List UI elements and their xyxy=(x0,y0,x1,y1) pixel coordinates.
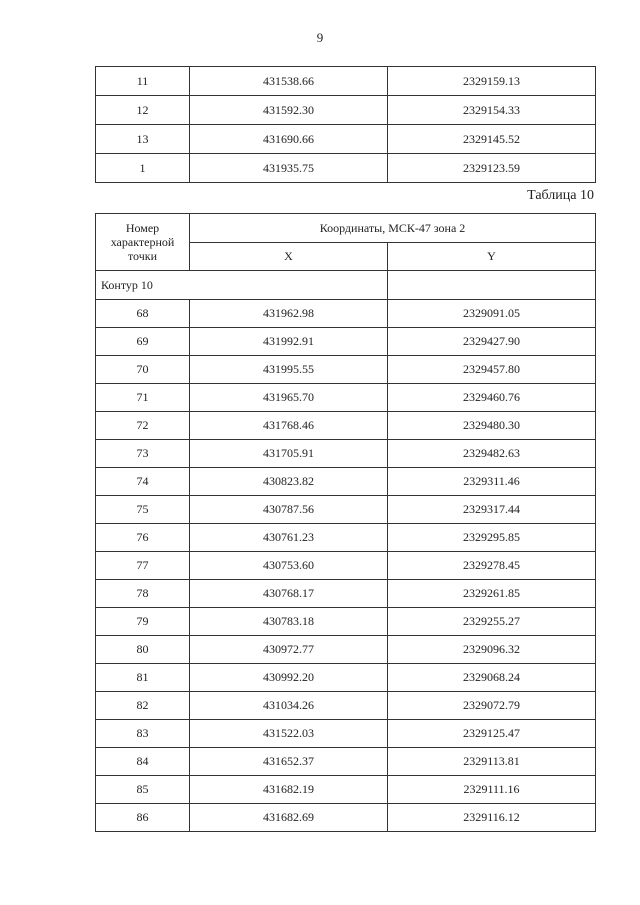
point-number-cell: 76 xyxy=(96,524,190,552)
table-row xyxy=(96,356,596,384)
x-coordinate-cell: 431538.66 xyxy=(190,67,388,96)
y-coordinate-cell: 2329091.05 xyxy=(388,300,596,328)
y-coordinate-cell: 2329278.45 xyxy=(388,552,596,580)
x-coordinate-cell: 430992.20 xyxy=(190,664,388,692)
header-coordinates: Координаты, МСК-47 зона 2 xyxy=(190,214,596,243)
table-row xyxy=(96,300,596,328)
table-row xyxy=(96,468,596,496)
point-number-cell: 80 xyxy=(96,636,190,664)
table-row xyxy=(96,748,596,776)
y-coordinate-cell: 2329113.81 xyxy=(388,748,596,776)
x-coordinate-cell: 430787.56 xyxy=(190,496,388,524)
x-coordinate-cell: 430761.23 xyxy=(190,524,388,552)
x-coordinate-cell: 431992.91 xyxy=(190,328,388,356)
y-coordinate-cell: 2329159.13 xyxy=(388,67,596,96)
y-coordinate-cell: 2329145.52 xyxy=(388,125,596,154)
table-row xyxy=(96,125,596,154)
x-coordinate-cell: 431652.37 xyxy=(190,748,388,776)
x-coordinate-cell: 430972.77 xyxy=(190,636,388,664)
x-coordinate-cell: 430783.18 xyxy=(190,608,388,636)
contour-empty-cell xyxy=(388,271,596,300)
y-coordinate-cell: 2329096.32 xyxy=(388,636,596,664)
header-y: Y xyxy=(388,243,596,271)
y-coordinate-cell: 2329427.90 xyxy=(388,328,596,356)
x-coordinate-cell: 431682.19 xyxy=(190,776,388,804)
point-number-cell: 81 xyxy=(96,664,190,692)
table-row xyxy=(96,524,596,552)
table-row xyxy=(96,412,596,440)
x-coordinate-cell: 431522.03 xyxy=(190,720,388,748)
y-coordinate-cell: 2329116.12 xyxy=(388,804,596,832)
point-number-cell: 75 xyxy=(96,496,190,524)
contour-row xyxy=(96,271,596,300)
point-number-cell: 84 xyxy=(96,748,190,776)
point-number-cell: 86 xyxy=(96,804,190,832)
x-coordinate-cell: 431768.46 xyxy=(190,412,388,440)
top-table-body xyxy=(96,67,596,183)
y-coordinate-cell: 2329125.47 xyxy=(388,720,596,748)
y-coordinate-cell: 2329482.63 xyxy=(388,440,596,468)
table-row xyxy=(96,804,596,832)
table-row xyxy=(96,636,596,664)
point-number-cell: 12 xyxy=(96,96,190,125)
table-row xyxy=(96,328,596,356)
x-coordinate-cell: 431995.55 xyxy=(190,356,388,384)
x-coordinate-cell: 431592.30 xyxy=(190,96,388,125)
x-coordinate-cell: 430753.60 xyxy=(190,552,388,580)
y-coordinate-cell: 2329480.30 xyxy=(388,412,596,440)
table-row xyxy=(96,154,596,183)
x-coordinate-cell: 431935.75 xyxy=(190,154,388,183)
point-number-cell: 72 xyxy=(96,412,190,440)
table-row xyxy=(96,580,596,608)
point-number-cell: 73 xyxy=(96,440,190,468)
table-row xyxy=(96,776,596,804)
y-coordinate-cell: 2329255.27 xyxy=(388,608,596,636)
x-coordinate-cell: 431962.98 xyxy=(190,300,388,328)
point-number-cell: 13 xyxy=(96,125,190,154)
y-coordinate-cell: 2329111.16 xyxy=(388,776,596,804)
table-row xyxy=(96,692,596,720)
y-coordinate-cell: 2329457.80 xyxy=(388,356,596,384)
y-coordinate-cell: 2329068.24 xyxy=(388,664,596,692)
point-number-cell: 83 xyxy=(96,720,190,748)
table-row xyxy=(96,67,596,96)
y-coordinate-cell: 2329460.76 xyxy=(388,384,596,412)
x-coordinate-cell: 431034.26 xyxy=(190,692,388,720)
point-number-cell: 1 xyxy=(96,154,190,183)
point-number-cell: 79 xyxy=(96,608,190,636)
y-coordinate-cell: 2329072.79 xyxy=(388,692,596,720)
point-number-cell: 85 xyxy=(96,776,190,804)
table-row xyxy=(96,440,596,468)
header-row xyxy=(96,214,596,243)
y-coordinate-cell: 2329154.33 xyxy=(388,96,596,125)
table-row xyxy=(96,664,596,692)
contour-label: Контур 10 xyxy=(96,271,388,300)
point-number-cell: 74 xyxy=(96,468,190,496)
main-table-body xyxy=(96,300,596,832)
table-row xyxy=(96,96,596,125)
x-coordinate-cell: 430823.82 xyxy=(190,468,388,496)
y-coordinate-cell: 2329317.44 xyxy=(388,496,596,524)
table-row xyxy=(96,384,596,412)
coordinates-table xyxy=(95,213,596,832)
x-coordinate-cell: 431682.69 xyxy=(190,804,388,832)
point-number-cell: 70 xyxy=(96,356,190,384)
header-x: X xyxy=(190,243,388,271)
point-number-cell: 69 xyxy=(96,328,190,356)
point-number-cell: 77 xyxy=(96,552,190,580)
point-number-cell: 11 xyxy=(96,67,190,96)
point-number-cell: 71 xyxy=(96,384,190,412)
table-row xyxy=(96,720,596,748)
header-point-number: Номер характерной точки xyxy=(96,214,190,271)
y-coordinate-cell: 2329295.85 xyxy=(388,524,596,552)
point-number-cell: 82 xyxy=(96,692,190,720)
page-number: 9 xyxy=(316,30,324,45)
table-row xyxy=(96,552,596,580)
table-row xyxy=(96,496,596,524)
y-coordinate-cell: 2329123.59 xyxy=(388,154,596,183)
table-row xyxy=(96,608,596,636)
x-coordinate-cell: 431965.70 xyxy=(190,384,388,412)
x-coordinate-cell: 431705.91 xyxy=(190,440,388,468)
y-coordinate-cell: 2329311.46 xyxy=(388,468,596,496)
point-number-cell: 68 xyxy=(96,300,190,328)
x-coordinate-cell: 430768.17 xyxy=(190,580,388,608)
x-coordinate-cell: 431690.66 xyxy=(190,125,388,154)
point-number-cell: 78 xyxy=(96,580,190,608)
table-caption: Таблица 10 xyxy=(527,188,594,203)
y-coordinate-cell: 2329261.85 xyxy=(388,580,596,608)
coordinates-table-continued xyxy=(95,66,596,183)
